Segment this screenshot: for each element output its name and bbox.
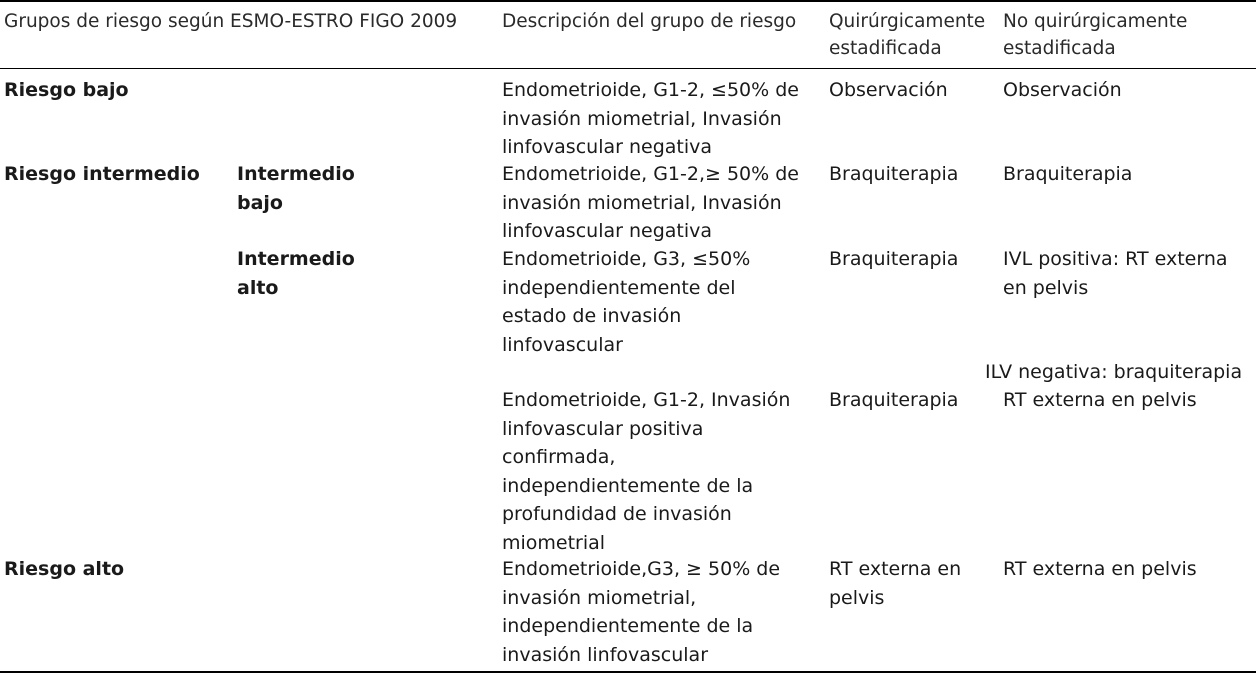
table-bottom-rule <box>0 671 1256 673</box>
description-line: invasión miometrial, Invasión <box>502 191 782 214</box>
non-surgical-low-risk: Observación <box>1003 79 1122 101</box>
subgroup-line: bajo <box>237 191 283 214</box>
subgroup-intermediate-low <box>237 160 355 217</box>
description-line: linfovascular negativa <box>502 136 713 158</box>
description-line: linfovascular positiva <box>502 417 704 440</box>
group-low-risk: Riesgo bajo <box>4 79 129 101</box>
description-line: linfovascular negativa <box>502 220 713 242</box>
description-intermediate-high <box>502 245 750 359</box>
surgical-lvsi-positive: Braquiterapia <box>829 389 959 411</box>
non-surgical-lvsi-positive: RT externa en pelvis <box>1003 389 1197 411</box>
header-rule <box>0 68 1256 69</box>
header-non-surgical-line: estadificada <box>1003 38 1116 59</box>
description-line: Endometrioide, G1-2, Invasión <box>502 389 791 411</box>
subgroup-line: alto <box>237 276 279 299</box>
non-surgical-high-risk: RT externa en pelvis <box>1003 558 1197 580</box>
description-line: confirmada, <box>502 446 616 468</box>
description-line: linfovascular <box>502 333 623 356</box>
description-low-risk <box>502 76 799 162</box>
description-lvsi-positive <box>502 386 790 557</box>
header-description: Descripción del grupo de riesgo <box>502 11 797 32</box>
non-surgical-note-ilv-negative: ILV negativa: braquiterapia <box>985 361 1243 383</box>
description-line: Endometrioide, G1-2,≥ 50% de <box>502 163 799 185</box>
description-line: profundidad de invasión <box>502 503 732 525</box>
description-line: Endometrioide, G1-2, ≤50% de <box>502 79 799 101</box>
header-surgical-line: Quirúrgicamente <box>829 11 986 32</box>
group-intermediate-risk: Riesgo intermedio <box>4 163 200 185</box>
header-surgical-line: estadificada <box>829 38 942 59</box>
description-line: invasión miometrial, Invasión <box>502 107 782 130</box>
surgical-intermediate-high: Braquiterapia <box>829 248 959 270</box>
description-line: invasión miometrial, <box>502 586 697 609</box>
description-high-risk <box>502 555 780 669</box>
non-surgical-line: IVL positiva: RT externa <box>1003 248 1228 270</box>
description-line: independientemente del <box>502 276 736 299</box>
surgical-intermediate-low: Braquiterapia <box>829 163 959 185</box>
description-line: independientemente de la <box>502 474 754 497</box>
description-line: independientemente de la <box>502 615 754 637</box>
description-line: Endometrioide,G3, ≥ 50% de <box>502 558 781 580</box>
surgical-low-risk: Observación <box>829 79 948 101</box>
description-line: estado de invasión <box>502 305 682 327</box>
description-line: miometrial <box>502 531 606 554</box>
subgroup-line: Intermedio <box>237 248 355 270</box>
surgical-line: RT externa en <box>829 558 962 580</box>
header-groups: Grupos de riesgo según ESMO-ESTRO FIGO 2009 <box>4 11 458 32</box>
header-surgical <box>829 8 985 62</box>
non-surgical-intermediate-high <box>1003 245 1228 302</box>
surgical-line: pelvis <box>829 586 885 609</box>
table-top-rule <box>0 0 1256 2</box>
description-line: invasión linfovascular <box>502 643 709 666</box>
non-surgical-intermediate-low: Braquiterapia <box>1003 163 1133 185</box>
description-intermediate-low <box>502 160 799 246</box>
non-surgical-line: en pelvis <box>1003 276 1089 299</box>
header-non-surgical <box>1003 8 1187 62</box>
group-high-risk: Riesgo alto <box>4 558 125 580</box>
subgroup-intermediate-high <box>237 245 355 302</box>
header-non-surgical-line: No quirúrgicamente <box>1003 11 1188 32</box>
surgical-high-risk <box>829 555 961 612</box>
subgroup-line: Intermedio <box>237 163 355 185</box>
description-line: Endometrioide, G3, ≤50% <box>502 248 751 270</box>
